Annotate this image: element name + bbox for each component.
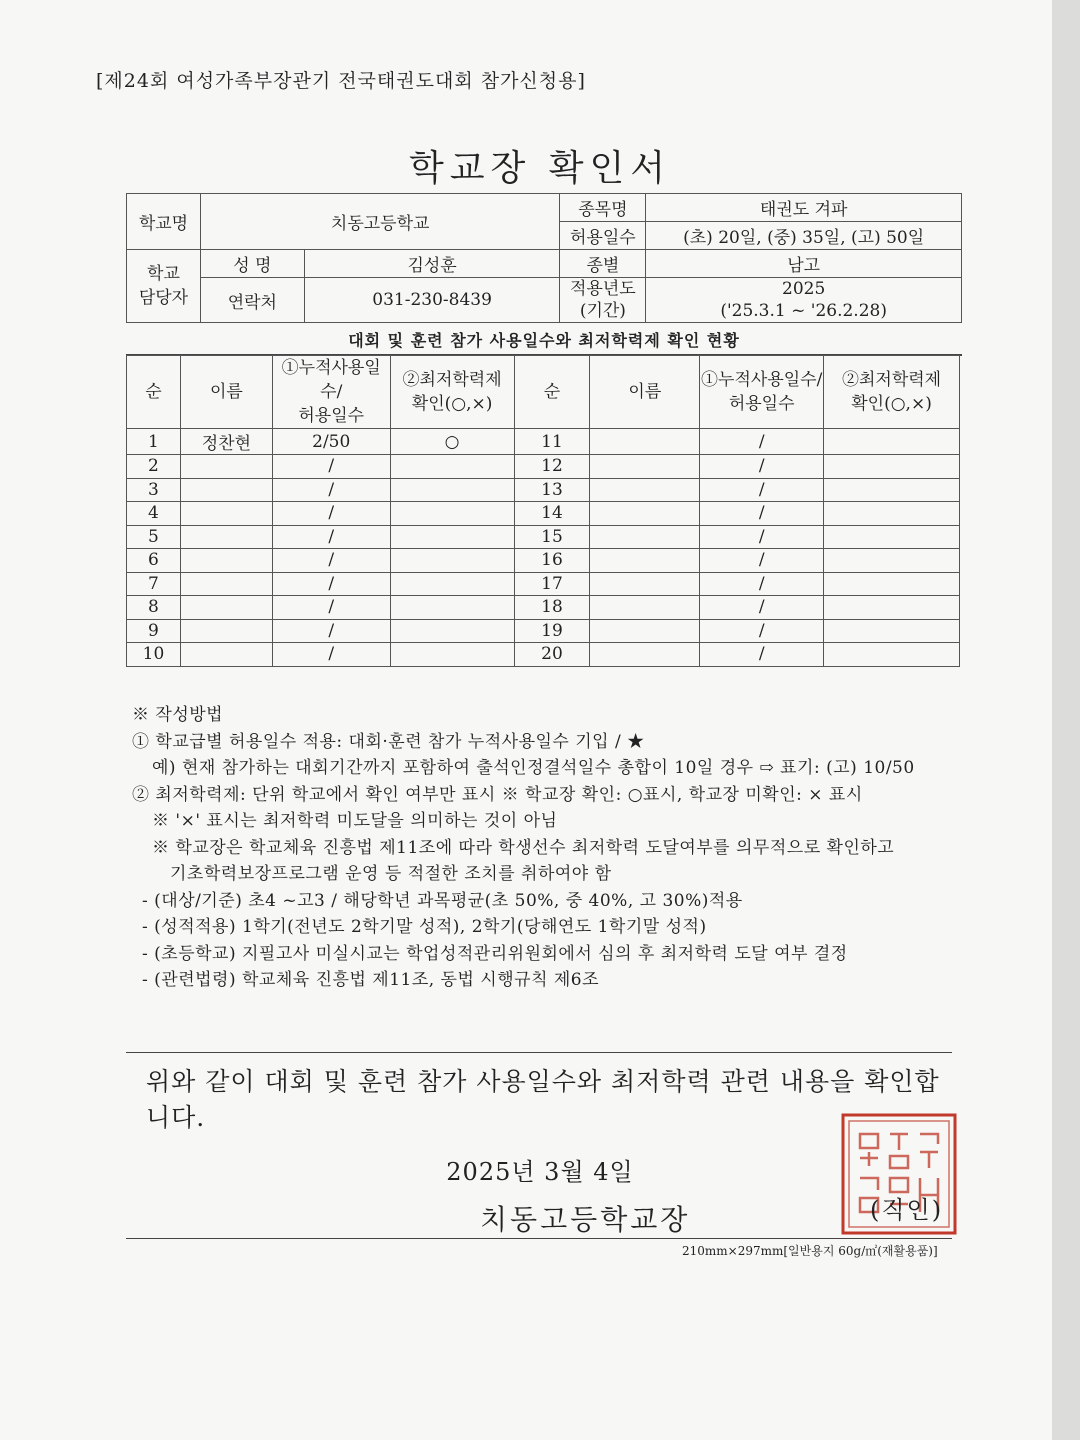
cell-check bbox=[824, 455, 960, 479]
name-value: 김성훈 bbox=[304, 250, 560, 278]
instruction-line: - (관련법령) 학교체육 진흥법 제11조, 동법 시행규칙 제6조 bbox=[142, 970, 600, 990]
cell-check bbox=[824, 525, 960, 549]
school-label: 학교명 bbox=[127, 194, 201, 250]
cell-no: 1 bbox=[127, 429, 181, 455]
event-label: 종목명 bbox=[560, 194, 646, 222]
cell-no: 19 bbox=[514, 619, 590, 643]
school-value: 치동고등학교 bbox=[200, 194, 560, 250]
cell-days: / bbox=[700, 643, 824, 667]
cell-name bbox=[590, 549, 700, 573]
cell-no: 10 bbox=[127, 643, 181, 667]
cell-name bbox=[590, 643, 700, 667]
cell-no: 11 bbox=[514, 429, 590, 455]
info-table bbox=[126, 193, 962, 323]
cell-check bbox=[390, 619, 514, 643]
header-check: ②최저학력제 확인(○,×) bbox=[824, 356, 960, 429]
divider bbox=[126, 1238, 952, 1239]
cell-name bbox=[180, 549, 272, 573]
header-name: 이름 bbox=[180, 356, 272, 429]
cell-days: / bbox=[700, 455, 824, 479]
cell-name bbox=[590, 502, 700, 526]
cell-check bbox=[390, 525, 514, 549]
principal-name: 치동고등학교장 bbox=[480, 1203, 691, 1236]
cell-check bbox=[824, 619, 960, 643]
table-row bbox=[127, 549, 960, 573]
cell-check bbox=[824, 478, 960, 502]
cell-name: 정찬현 bbox=[180, 429, 272, 455]
cell-no: 6 bbox=[127, 549, 181, 573]
instruction-line: - (대상/기준) 초4 ~고3 / 해당학년 과목평균(초 50%, 중 40%, 고 30%)적용 bbox=[142, 890, 743, 911]
cell-check bbox=[824, 596, 960, 620]
page-title: 학교장 확인서 bbox=[408, 148, 672, 189]
cell-check bbox=[390, 478, 514, 502]
instruction-line: ② 최저학력제: 단위 학교에서 확인 여부만 표시 ※ 학교장 확인: ○표시, 학교장 미확인: × 표시 bbox=[132, 784, 863, 805]
header-name: 이름 bbox=[590, 356, 700, 429]
event-value: 태권도 겨파 bbox=[646, 194, 962, 222]
gender-label: 종별 bbox=[560, 250, 646, 278]
allowed-value: (초) 20일, (중) 35일, (고) 50일 bbox=[646, 222, 962, 250]
cell-name bbox=[180, 572, 272, 596]
cell-check bbox=[390, 643, 514, 667]
instruction-line: ※ '×' 표시는 최저학력 미도달을 의미하는 것이 아님 bbox=[152, 811, 558, 831]
cell-days: / bbox=[272, 502, 390, 526]
cell-check bbox=[390, 502, 514, 526]
cell-name bbox=[590, 525, 700, 549]
cell-no: 2 bbox=[127, 455, 181, 479]
cell-name bbox=[180, 525, 272, 549]
cell-check bbox=[824, 549, 960, 573]
cell-days: / bbox=[700, 525, 824, 549]
instructions-heading: ※ 작성방법 bbox=[132, 705, 224, 725]
header-no: 순 bbox=[127, 356, 181, 429]
cell-check bbox=[390, 455, 514, 479]
table-row bbox=[127, 619, 960, 643]
cell-no: 20 bbox=[514, 643, 590, 667]
instruction-line: ※ 학교장은 학교체육 진흥법 제11조에 따라 학생선수 최저학력 도달여부를 의무적으로 확인하고 bbox=[152, 837, 895, 858]
seal-label: (직인) bbox=[870, 1196, 944, 1224]
cell-days: / bbox=[700, 596, 824, 620]
cell-days: / bbox=[272, 455, 390, 479]
table-row bbox=[127, 596, 960, 620]
cell-name bbox=[590, 478, 700, 502]
cell-check bbox=[390, 572, 514, 596]
year-label: 적용년도 (기간) bbox=[560, 278, 646, 323]
cell-check bbox=[824, 502, 960, 526]
instruction-line: 예) 현재 참가하는 대회기간까지 포함하여 출석인정결석일수 총합이 10일 경우 ⇨ 표기: (고) 10/50 bbox=[152, 758, 915, 778]
date: 2025년 3월 4일 bbox=[446, 1158, 634, 1186]
gender-value: 남고 bbox=[646, 250, 962, 278]
header-days: ①누적사용일수/ 허용일수 bbox=[272, 356, 390, 429]
cell-no: 13 bbox=[514, 478, 590, 502]
instructions bbox=[132, 702, 972, 994]
cell-no: 18 bbox=[514, 596, 590, 620]
paper-spec: 210mm×297mm[일반용지 60g/㎡(재활용품)] bbox=[682, 1244, 938, 1258]
cell-no: 12 bbox=[514, 455, 590, 479]
instruction-line: - (성적적용) 1학기(전년도 2학기말 성적), 2학기(당해연도 1학기말 성적) bbox=[142, 917, 707, 937]
cell-name bbox=[590, 572, 700, 596]
cell-no: 15 bbox=[514, 525, 590, 549]
cell-days: / bbox=[272, 549, 390, 573]
cell-name bbox=[590, 429, 700, 455]
cell-days: / bbox=[272, 619, 390, 643]
cell-days: 2/50 bbox=[272, 429, 390, 455]
divider bbox=[126, 1052, 952, 1053]
cell-no: 7 bbox=[127, 572, 181, 596]
year-value: 2025 ('25.3.1 ~ '26.2.28) bbox=[646, 278, 962, 323]
header-note: [제24회 여성가족부장관기 전국태권도대회 참가신청용] bbox=[96, 70, 586, 92]
header-no: 순 bbox=[514, 356, 590, 429]
instruction-line: 기초학력보장프로그램 운영 등 적절한 조치를 취하여야 함 bbox=[170, 864, 612, 884]
cell-check bbox=[390, 596, 514, 620]
cell-days: / bbox=[700, 619, 824, 643]
table-row bbox=[127, 455, 960, 479]
cell-check bbox=[824, 572, 960, 596]
cell-days: / bbox=[700, 549, 824, 573]
manager-label: 학교 담당자 bbox=[127, 250, 201, 323]
cell-no: 17 bbox=[514, 572, 590, 596]
cell-days: / bbox=[272, 596, 390, 620]
cell-no: 8 bbox=[127, 596, 181, 620]
contact-value: 031-230-8439 bbox=[304, 278, 560, 323]
table-row bbox=[127, 502, 960, 526]
cell-no: 5 bbox=[127, 525, 181, 549]
cell-name bbox=[180, 478, 272, 502]
cell-check: ○ bbox=[390, 429, 514, 455]
cell-name bbox=[590, 619, 700, 643]
allowed-label: 허용일수 bbox=[560, 222, 646, 250]
cell-name bbox=[180, 596, 272, 620]
contact-label: 연락처 bbox=[200, 278, 304, 323]
cell-no: 14 bbox=[514, 502, 590, 526]
cell-days: / bbox=[272, 572, 390, 596]
cell-days: / bbox=[272, 643, 390, 667]
cell-days: / bbox=[272, 525, 390, 549]
name-label: 성 명 bbox=[200, 250, 304, 278]
table-row bbox=[127, 643, 960, 667]
instruction-line: ① 학교급별 허용일수 적용: 대회·훈련 참가 누적사용일수 기입 / ★ bbox=[132, 731, 645, 752]
cell-check bbox=[824, 643, 960, 667]
cell-check bbox=[390, 549, 514, 573]
cell-name bbox=[180, 455, 272, 479]
cell-days: / bbox=[700, 502, 824, 526]
cell-name bbox=[180, 502, 272, 526]
cell-check bbox=[824, 429, 960, 455]
cell-no: 16 bbox=[514, 549, 590, 573]
cell-name bbox=[590, 596, 700, 620]
table-row bbox=[127, 572, 960, 596]
cell-days: / bbox=[700, 572, 824, 596]
participant-table bbox=[126, 355, 960, 667]
cell-no: 9 bbox=[127, 619, 181, 643]
cell-days: / bbox=[700, 429, 824, 455]
cell-days: / bbox=[272, 478, 390, 502]
table-row bbox=[127, 478, 960, 502]
header-days: ①누적사용일수/ 허용일수 bbox=[700, 356, 824, 429]
table-row bbox=[127, 429, 960, 455]
confirm-text: 위와 같이 대회 및 훈련 참가 사용일수와 최저학력 관련 내용을 확인합니다. bbox=[146, 1067, 940, 1132]
cell-name bbox=[180, 643, 272, 667]
table-title: 대회 및 훈련 참가 사용일수와 최저학력제 확인 현황 bbox=[126, 328, 962, 356]
cell-days: / bbox=[700, 478, 824, 502]
paper-edge bbox=[1052, 0, 1080, 1440]
cell-name bbox=[590, 455, 700, 479]
instruction-line: - (초등학교) 지필고사 미실시교는 학업성적관리위원회에서 심의 후 최저학력 도달 여부 결정 bbox=[142, 943, 848, 964]
cell-no: 3 bbox=[127, 478, 181, 502]
cell-name bbox=[180, 619, 272, 643]
header-check: ②최저학력제 확인(○,×) bbox=[390, 356, 514, 429]
cell-no: 4 bbox=[127, 502, 181, 526]
table-row bbox=[127, 525, 960, 549]
